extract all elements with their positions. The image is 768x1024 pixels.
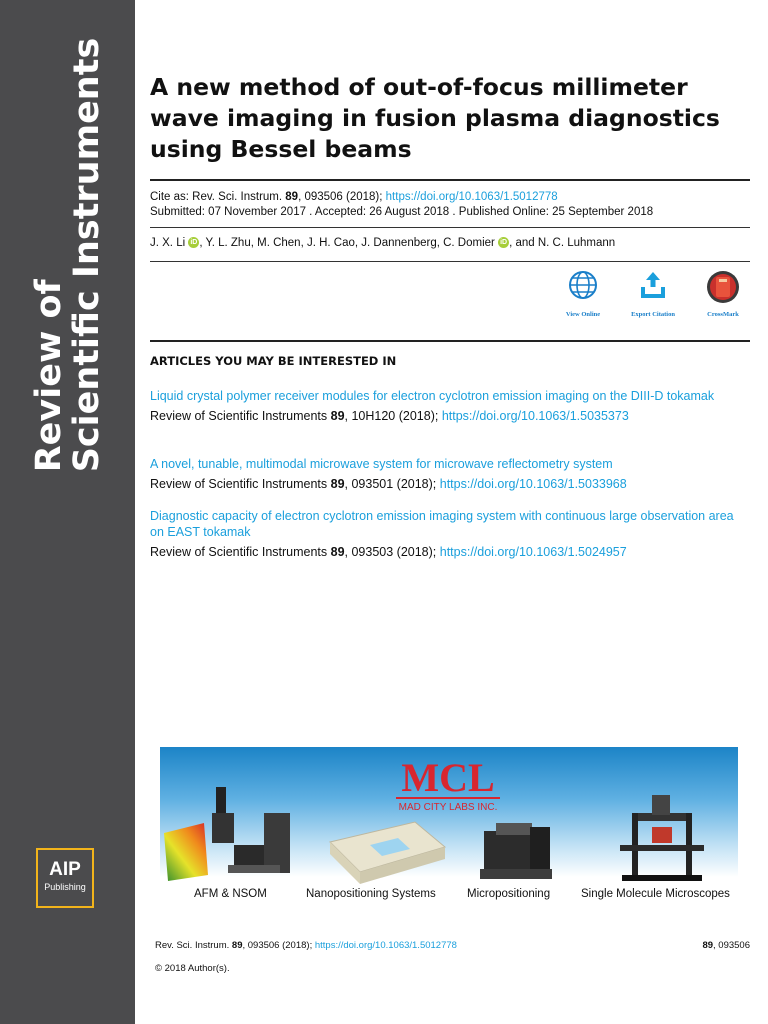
orcid-icon[interactable]: iD [500, 239, 508, 247]
export-citation-button[interactable] [625, 270, 681, 318]
related-article [150, 508, 750, 560]
footer-prefix: Rev. Sci. Instrum. [155, 940, 232, 951]
related-article-cite: , 10H120 (2018); [344, 409, 442, 423]
export-citation-label: Export Citation [631, 311, 675, 318]
related-article [150, 388, 750, 424]
mad-city-labs-logo [388, 753, 508, 813]
related-article-citation [150, 408, 750, 424]
ad-brand-text: MCL [401, 755, 495, 800]
related-article-journal: Review of Scientific Instruments [150, 477, 331, 491]
logo-text-publishing: Publishing [44, 882, 86, 892]
dates-line: Submitted: 07 November 2017 . Accepted: 26 August 2018 . Published Online: 25 September 2018 [150, 206, 654, 218]
footer-rest: , 093506 (2018); [242, 940, 315, 951]
crossmark-label: CrossMark [707, 311, 739, 318]
related-article-journal: Review of Scientific Instruments [150, 409, 331, 423]
micropositioning-product-image [476, 821, 556, 885]
related-article-doi-link[interactable]: https://doi.org/10.1063/1.5024957 [439, 545, 627, 559]
related-article-title[interactable]: A novel, tunable, multimodal microwave system for microwave reflectometry system [150, 457, 613, 471]
footer-page-volume: 89 [702, 940, 714, 951]
journal-name-line2: Scientific Instruments [67, 37, 107, 473]
related-article [150, 456, 750, 492]
logo-text-aip: AIP [49, 859, 81, 880]
journal-sidebar [0, 0, 135, 1024]
authors-middle[interactable]: , Y. L. Zhu, M. Chen, J. H. Cao, J. Dannenberg, C. Domier [199, 237, 495, 249]
footer-citation [155, 940, 457, 951]
related-article-cite: , 093501 (2018); [344, 477, 440, 491]
crossmark-icon [706, 270, 740, 304]
related-article-citation [150, 544, 750, 560]
authors-end[interactable]: , and N. C. Luhmann [509, 237, 616, 249]
related-article-journal: Review of Scientific Instruments [150, 545, 331, 559]
journal-name-line1: Review of [29, 279, 69, 473]
afm-nsom-product-image [164, 783, 294, 883]
footer-copyright: © 2018 Author(s). [155, 963, 230, 974]
footer-doi-link[interactable]: https://doi.org/10.1063/1.5012778 [314, 940, 457, 951]
aip-publishing-logo[interactable] [36, 848, 94, 908]
footer-volume: 89 [231, 940, 243, 951]
related-article-title[interactable]: Liquid crystal polymer receiver modules for electron cyclotron emission imaging on the DIII-D tokamak [150, 389, 715, 403]
footer-page-number [702, 940, 750, 951]
ad-label-micropositioning[interactable]: Micropositioning [467, 888, 551, 900]
article-tools [555, 270, 755, 325]
related-article-doi-link[interactable]: https://doi.org/10.1063/1.5035373 [441, 409, 629, 423]
divider [150, 340, 750, 342]
view-online-label: View Online [565, 311, 601, 318]
cite-doi-link[interactable]: https://doi.org/10.1063/1.5012778 [385, 191, 558, 203]
view-online-button[interactable] [555, 270, 611, 318]
related-article-volume: 89 [330, 409, 345, 423]
nanopositioning-product-image [320, 817, 450, 887]
ad-brand-subtext: MAD CITY LABS INC. [398, 802, 498, 813]
cite-volume: 89 [285, 191, 299, 203]
cite-prefix: Cite as: Rev. Sci. Instrum. [150, 191, 286, 203]
ad-product-labels [160, 888, 738, 906]
ad-label-afm-nsom[interactable]: AFM & NSOM [194, 888, 267, 900]
cite-line [150, 191, 558, 203]
related-article-doi-link[interactable]: https://doi.org/10.1063/1.5033968 [439, 477, 627, 491]
divider [150, 227, 750, 228]
cite-rest: , 093506 (2018); [298, 191, 386, 203]
crossmark-button[interactable] [695, 270, 751, 318]
related-article-volume: 89 [330, 545, 345, 559]
related-article-cite: , 093503 (2018); [344, 545, 440, 559]
orcid-icon[interactable]: iD [190, 239, 198, 247]
related-article-citation [150, 476, 750, 492]
related-articles-heading: ARTICLES YOU MAY BE INTERESTED IN [150, 354, 397, 368]
ad-label-nanopositioning[interactable]: Nanopositioning Systems [306, 888, 436, 900]
divider [150, 261, 750, 262]
related-article-title[interactable]: Diagnostic capacity of electron cyclotron emission imaging system with continuous large observation area on EAST tokamak [150, 509, 734, 539]
authors-line [150, 237, 615, 249]
author-li[interactable]: J. X. Li [150, 237, 186, 249]
advertisement-banner[interactable] [160, 747, 738, 907]
journal-name [30, 38, 106, 473]
divider [150, 179, 750, 181]
ad-label-single-molecule[interactable]: Single Molecule Microscopes [581, 888, 730, 900]
article-title: A new method of out-of-focus millimeter wave imaging in fusion plasma diagnostics using Bessel beams [150, 73, 720, 163]
footer-page-id: , 093506 [713, 940, 750, 951]
globe-icon [568, 270, 598, 300]
related-article-volume: 89 [330, 477, 345, 491]
export-icon [638, 270, 668, 300]
single-molecule-microscope-image [612, 791, 712, 887]
